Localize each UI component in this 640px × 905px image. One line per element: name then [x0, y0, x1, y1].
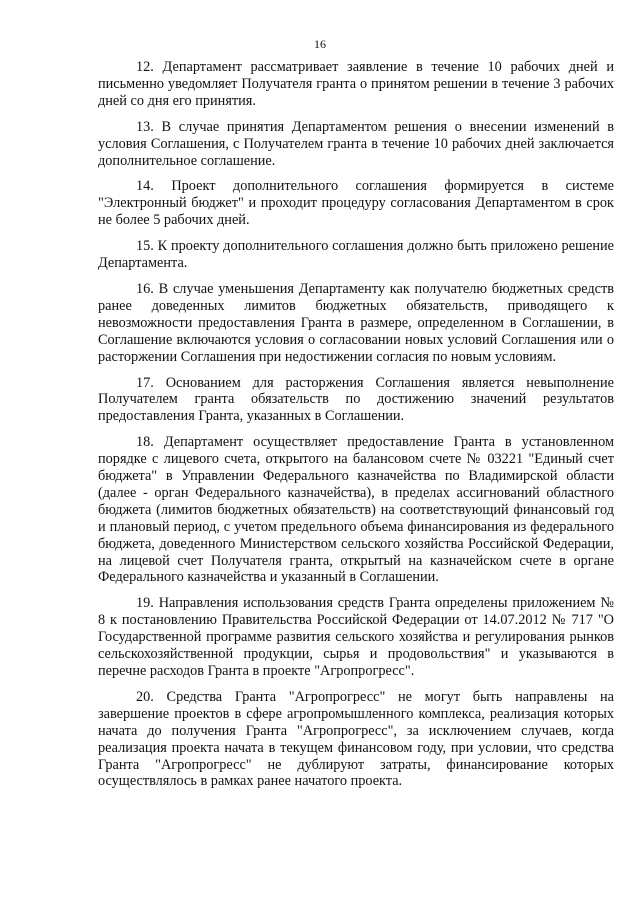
paragraph-12: 12. Департамент рассматривает заявление в течение 10 рабочих дней и письменно уведомляет Получателя гранта о принятом решении в течение 3 рабочих дней со дня его принятия.	[98, 59, 614, 109]
document-body	[98, 59, 614, 799]
page-number: 16	[314, 37, 326, 51]
paragraph-18: 18. Департамент осуществляет предоставление Гранта в установленном порядке с лицевого счета, открытого на балансовом счете № 03221 "Единый счет бюджета" в Управлении Федерального казначейства по Владимирской области (далее - орган Федерального казначейства), в пределах ассигнований областного бюджета (лимитов бюджетных обязательств) на соответствующий финансовый год и плановый период, с учетом предельного объема финансирования из федерального бюджета, доведенного Министерством сельского хозяйства Российской Федерации, на лицевой счет Получателя гранта, открытый на казначейском счете в органе Федерального казначейства и указанный в Соглашении.	[98, 434, 614, 586]
paragraph-13: 13. В случае принятия Департаментом решения о внесении изменений в условия Соглашения, с Получателем гранта в течение 10 рабочих дней заключается дополнительное соглашение.	[98, 118, 614, 169]
paragraph-20: 20. Средства Гранта "Агропрогресс" не могут быть направлены на завершение проектов в сфере агропромышленного комплекса, реализация которых начата до получения Гранта "Агропрогресс", за исключением случаев, когда реализация проекта начата в текущем финансовом году, при условии, что средства Гранта "Агропрогресс" не дублируют затраты, финансирование которых осуществлялось в рамках ранее начатого проекта.	[98, 688, 614, 790]
paragraph-19: 19. Направления использования средств Гранта определены приложением № 8 к постановлению Правительства Российской Федерации от 14.07.2012 № 717 "О Государственной программе развития сельского хозяйства и регулирования рынков сельскохозяйственной продукции, сырья и продовольствия" и указываются в перечне расходов Гранта в проекте "Агропрогресс".	[98, 595, 614, 679]
paragraph-15: 15. К проекту дополнительного соглашения должно быть приложено решение Департамента.	[98, 238, 614, 272]
paragraph-14: 14. Проект дополнительного соглашения формируется в системе "Электронный бюджет" и проходит процедуру согласования Департаментом в срок не более 5 рабочих дней.	[98, 178, 614, 229]
paragraph-17: 17. Основанием для расторжения Соглашения является невыполнение Получателем гранта обязательств по достижению значений результатов предоставления Гранта, указанных в Соглашении.	[98, 374, 614, 425]
paragraph-16: 16. В случае уменьшения Департаменту как получателю бюджетных средств ранее доведенных лимитов бюджетных обязательств, приводящего к невозможности предоставления Гранта в размере, определенном в Соглашении, в Соглашение включаются условия о согласовании новых условий Соглашения или о расторжении Соглашения при недостижении согласия по новым условиям.	[98, 280, 614, 365]
